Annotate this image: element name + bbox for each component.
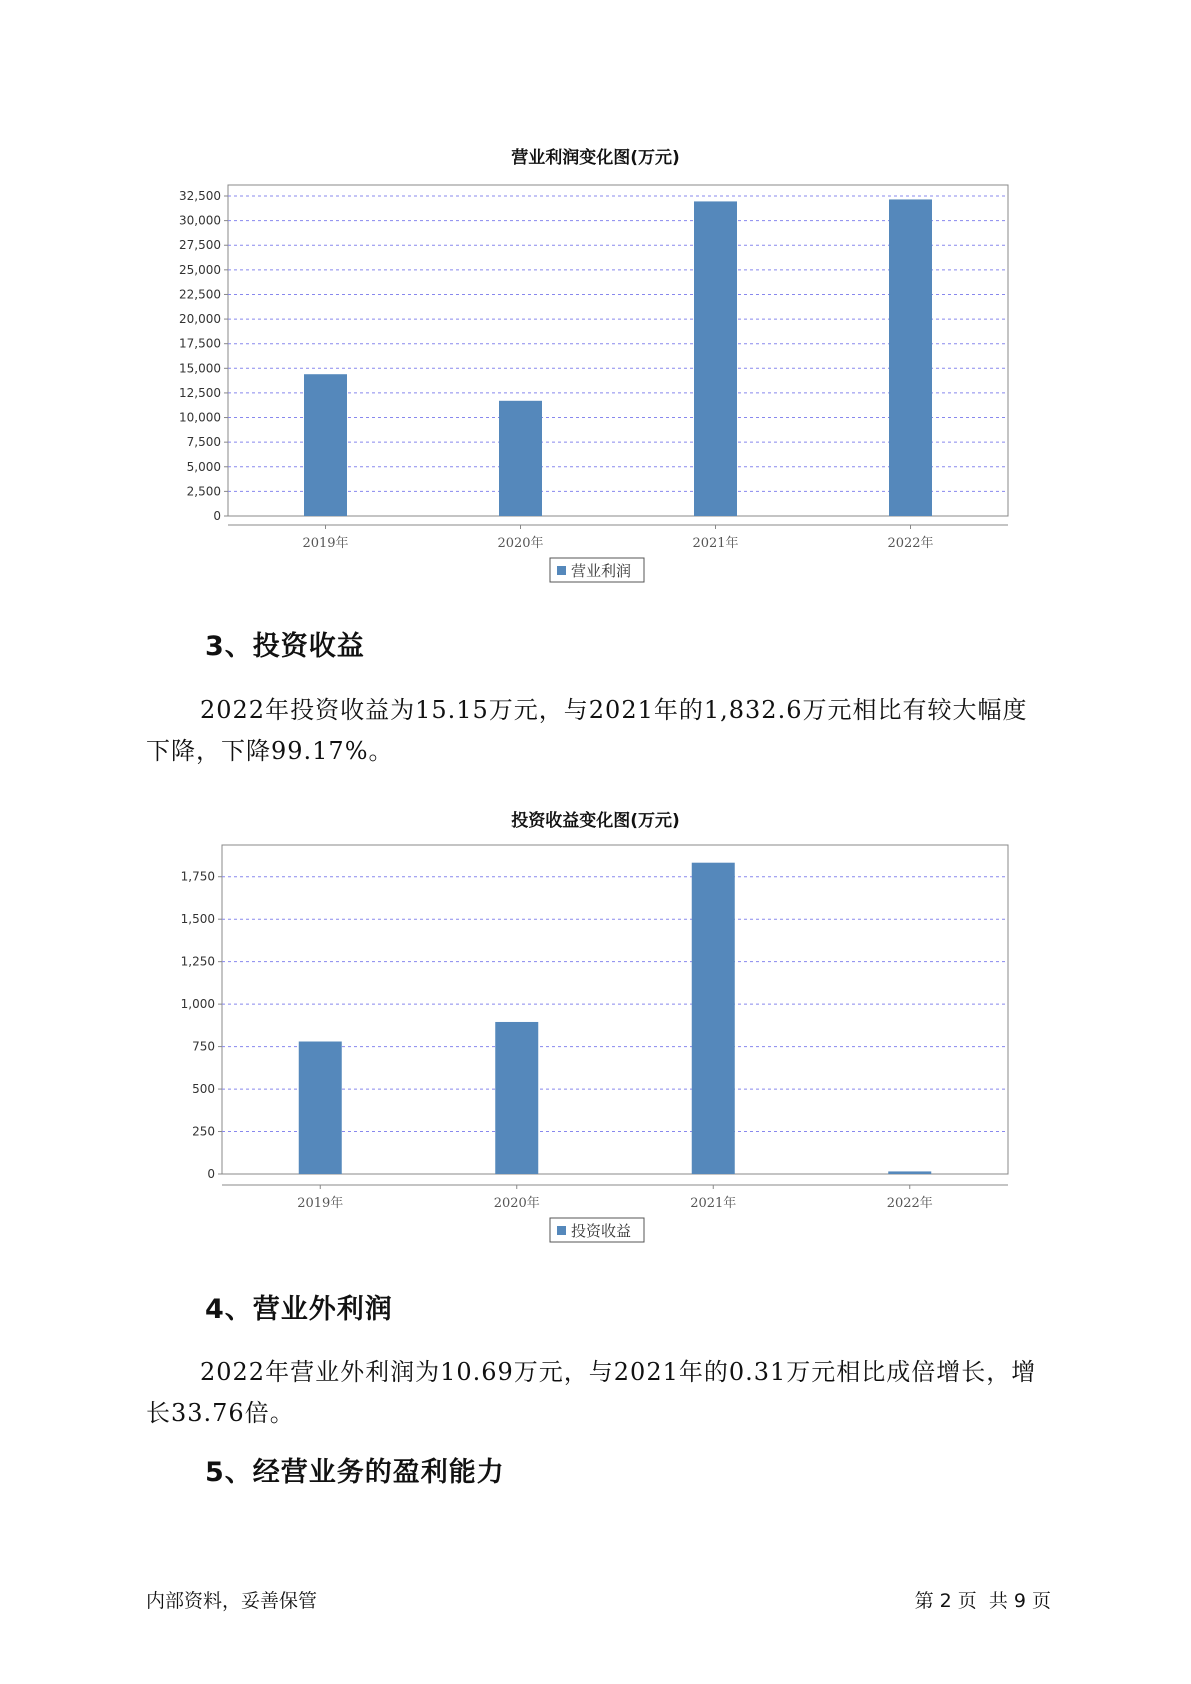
y-tick-label: 250 [192,1124,215,1139]
y-tick-label: 1,500 [180,912,215,927]
section-text-non-operating-profit: 2022年营业外利润为10.69万元，与2021年的0.31万元相比成倍增长，增长33.76倍。 [146,1358,1037,1427]
y-tick-label: 15,000 [179,361,221,376]
x-tick-label: 2020年 [497,536,544,551]
y-tick-label: 500 [192,1082,215,1097]
section-heading-non-operating-profit: 4、营业外利润 [205,1294,393,1325]
x-tick-label: 2019年 [302,536,349,551]
legend-swatch [557,1226,566,1235]
x-tick-label: 2022年 [886,1196,933,1211]
x-tick-label: 2019年 [297,1196,344,1211]
y-tick-label: 5,000 [186,459,221,474]
y-tick-label: 20,000 [179,312,221,327]
x-tick-label: 2020年 [493,1196,540,1211]
y-tick-label: 30,000 [179,213,221,228]
y-tick-label: 7,500 [186,435,221,450]
y-tick-label: 22,500 [179,287,221,302]
bar [495,1022,538,1174]
y-tick-label: 12,500 [179,385,221,400]
legend-label: 投资收益 [571,1222,632,1240]
x-tick-label: 2021年 [690,1196,737,1211]
chart-title-operating-profit: 营业利润变化图(万元) [511,148,680,168]
footer-confidential-note: 内部资料，妥善保管 [146,1590,318,1612]
y-tick-label: 17,500 [179,336,221,351]
y-tick-label: 10,000 [179,410,221,425]
y-tick-label: 25,000 [179,262,221,277]
y-tick-label: 1,000 [180,997,215,1012]
y-tick-label: 0 [213,509,221,523]
y-tick-label: 32,500 [179,189,221,203]
section-text-investment-income: 2022年投资收益为15.15万元，与2021年的1,832.6万元相比有较大幅度下降，下降99.17%。 [146,696,1028,765]
bar [692,863,735,1174]
y-tick-label: 1,250 [180,954,215,969]
chart-title-investment-income: 投资收益变化图(万元) [511,811,680,831]
y-tick-label: 0 [207,1167,215,1181]
y-tick-label: 27,500 [179,238,221,253]
section-heading-business-profitability: 5、经营业务的盈利能力 [205,1457,505,1488]
bar [299,1042,342,1174]
legend-label: 营业利润 [571,562,632,580]
y-tick-label: 1,750 [180,869,215,884]
bar [888,1171,931,1174]
x-tick-label: 2022年 [887,536,934,551]
x-tick-label: 2021年 [692,536,739,551]
footer-page-number: 第 2 页 共 9 页 [914,1590,1051,1612]
y-tick-label: 2,500 [186,484,221,499]
section-heading-investment-income: 3、投资收益 [205,631,365,662]
y-tick-label: 750 [192,1039,215,1054]
